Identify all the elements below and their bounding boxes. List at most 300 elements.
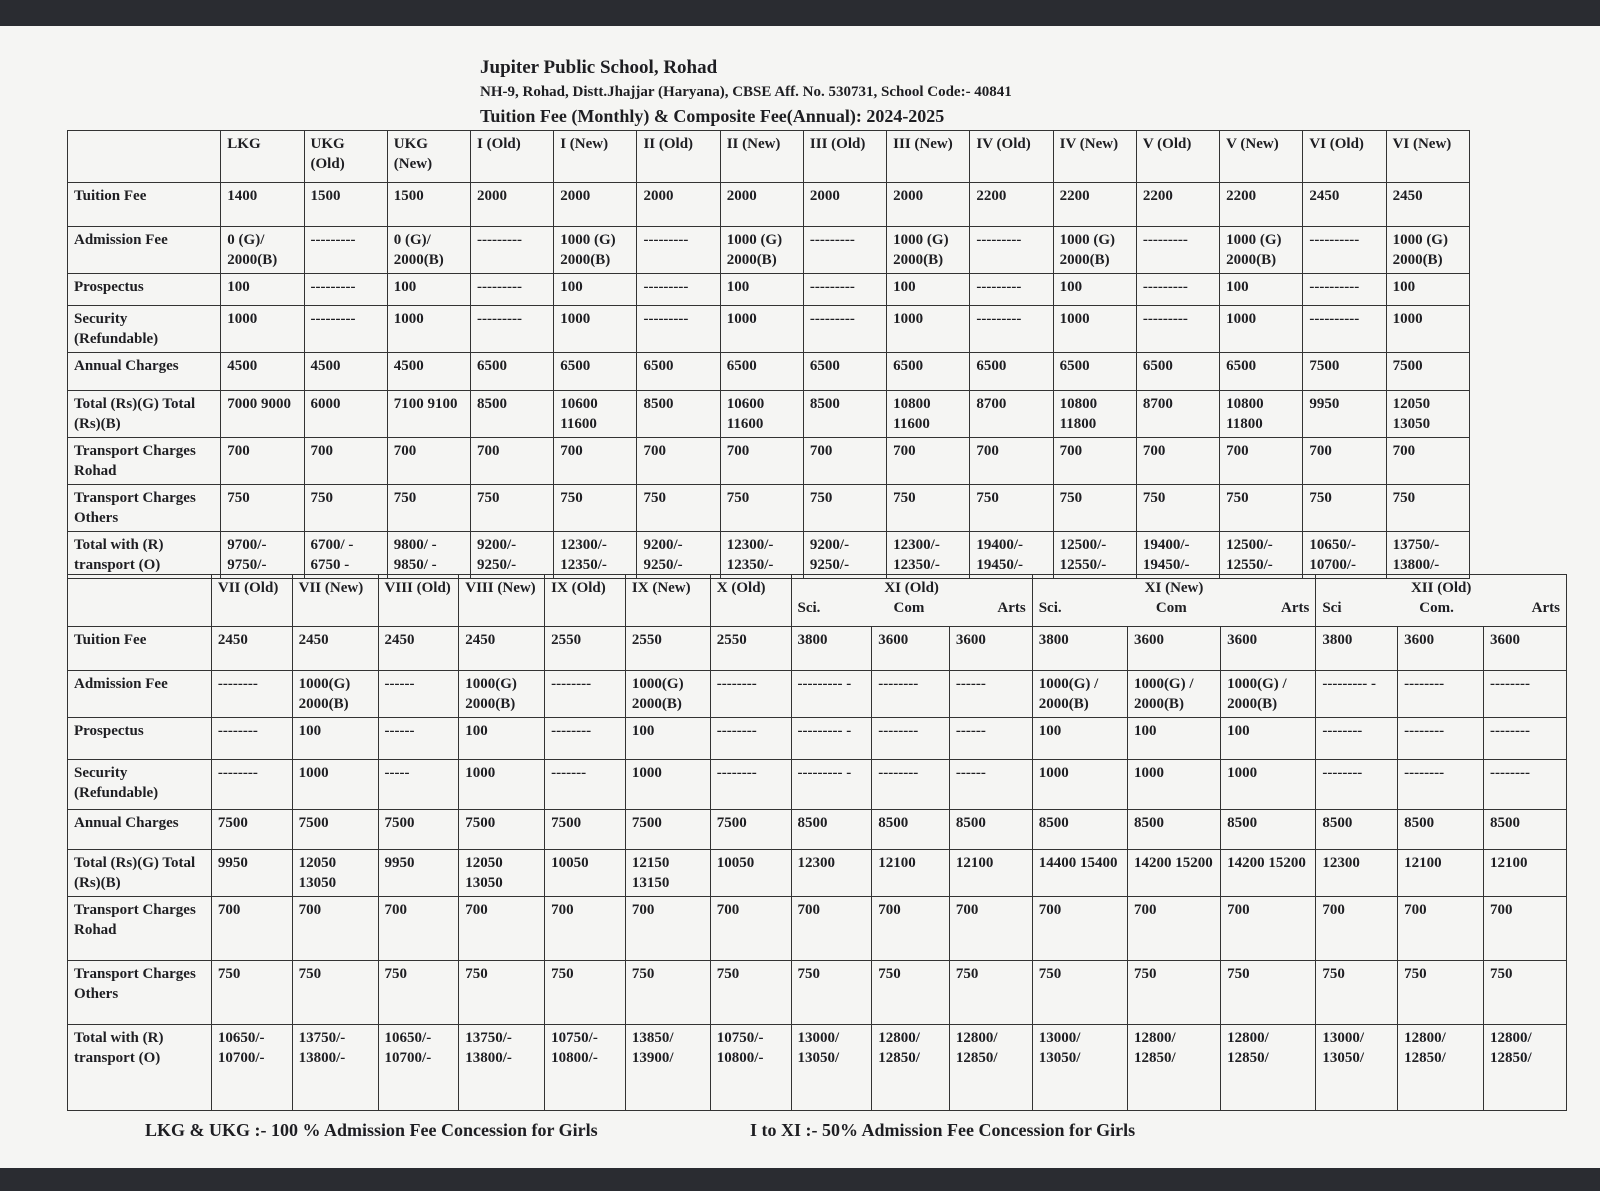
table-cell: 1000 (G) 2000(B) [1220, 227, 1303, 274]
column-group-header [791, 575, 1032, 627]
table-cell: 700 [791, 897, 872, 961]
row-label: Total with (R) transport (O) [68, 1025, 212, 1111]
row-label: Annual Charges [68, 353, 221, 391]
table-cell: 1000 [292, 760, 378, 810]
row-label: Transport Charges Rohad [68, 897, 212, 961]
table-cell: 700 [970, 438, 1053, 485]
column-subheader: Sci. [1038, 600, 1062, 616]
table-cell: 700 [221, 438, 304, 485]
table-cell: 8500 [637, 391, 720, 438]
table-cell: 2450 [378, 627, 459, 671]
table-cell: 750 [872, 961, 950, 1025]
table-cell: 700 [1053, 438, 1136, 485]
table-cell: 100 [1221, 718, 1316, 760]
table-cell: 100 [387, 274, 470, 306]
table-cell: 2550 [625, 627, 710, 671]
column-header: UKG (New) [387, 131, 470, 183]
table-cell: 1000(G) 2000(B) [292, 671, 378, 718]
table-cell: 9200/- 9250/- [803, 532, 886, 579]
table-cell: 12300 [1316, 850, 1398, 897]
table-cell: 100 [720, 274, 803, 306]
table-cell: -------- [872, 760, 950, 810]
table-row [68, 627, 1567, 671]
table-row [68, 353, 1470, 391]
table-cell: 3600 [1127, 627, 1220, 671]
table-row [68, 485, 1470, 532]
table-cell: 3600 [1221, 627, 1316, 671]
table-cell: 750 [1398, 961, 1484, 1025]
table-cell: 10800 11800 [1053, 391, 1136, 438]
table-cell: 750 [1220, 485, 1303, 532]
row-label: Tuition Fee [68, 627, 212, 671]
table-row [68, 227, 1470, 274]
table-cell: ---------- [1303, 227, 1386, 274]
table-header-row [68, 575, 1567, 627]
row-label: Total (Rs)(G) Total (Rs)(B) [68, 850, 212, 897]
table-cell: 750 [1136, 485, 1219, 532]
table-cell: 750 [720, 485, 803, 532]
table-cell: 700 [1303, 438, 1386, 485]
table-cell: 100 [554, 274, 637, 306]
table-cell: 750 [221, 485, 304, 532]
table-cell: 700 [803, 438, 886, 485]
row-label: Prospectus [68, 274, 221, 306]
table-cell: 2000 [720, 183, 803, 227]
table-cell: -------- [211, 760, 292, 810]
table-cell: 12800/ 12850/ [949, 1025, 1032, 1111]
column-header: IX (New) [625, 575, 710, 627]
table-cell: 750 [387, 485, 470, 532]
table-cell: 2450 [459, 627, 545, 671]
table-cell: 19400/- 19450/- [1136, 532, 1219, 579]
table-cell: 6500 [1053, 353, 1136, 391]
table-cell: --------- [970, 306, 1053, 353]
table-cell: 1000(G) / 2000(B) [1127, 671, 1220, 718]
column-header: II (Old) [637, 131, 720, 183]
column-subheader: Arts [1281, 600, 1310, 616]
table-cell: 7500 [378, 810, 459, 850]
table-cell: 1000(G) 2000(B) [625, 671, 710, 718]
table-cell: 100 [1127, 718, 1220, 760]
column-subheader: Com [1155, 600, 1187, 616]
table-cell: 3600 [949, 627, 1032, 671]
table-cell: 700 [1386, 438, 1469, 485]
table-cell: --------- [803, 274, 886, 306]
table-cell: 700 [1127, 897, 1220, 961]
column-subheader: Sci. [797, 600, 821, 616]
column-group-subheaders [1322, 598, 1560, 618]
table-cell: 700 [720, 438, 803, 485]
table-row [68, 718, 1567, 760]
row-label: Transport Charges Others [68, 961, 212, 1025]
table-cell: 1000 [720, 306, 803, 353]
table-cell: 12100 [1484, 850, 1567, 897]
table-cell: 2450 [1303, 183, 1386, 227]
document-header [480, 56, 1280, 128]
table-cell: 1000 [1053, 306, 1136, 353]
table-cell: 13750/- 13800/- [1386, 532, 1469, 579]
table-cell: 750 [887, 485, 970, 532]
column-header: IV (New) [1053, 131, 1136, 183]
table-row [68, 274, 1470, 306]
column-header: VIII (New) [459, 575, 545, 627]
table-cell: 9950 [211, 850, 292, 897]
table-cell: 10050 [710, 850, 791, 897]
column-header: III (Old) [803, 131, 886, 183]
table-cell: 6700/ - 6750 - [304, 532, 387, 579]
table-cell: 1000 [1127, 760, 1220, 810]
table-cell: --------- - [791, 760, 872, 810]
column-header: VII (Old) [211, 575, 292, 627]
table-cell: 700 [211, 897, 292, 961]
table-cell: 1000 (G) 2000(B) [720, 227, 803, 274]
table-cell: ----- [378, 760, 459, 810]
table-cell: 8500 [791, 810, 872, 850]
table-cell: 2550 [710, 627, 791, 671]
column-group-subheaders [1039, 598, 1310, 618]
table-cell: 7500 [545, 810, 626, 850]
table-cell: 6500 [1220, 353, 1303, 391]
table-cell: ---------- [1303, 274, 1386, 306]
table-cell: --------- [637, 274, 720, 306]
table-cell: 12300/- 12350/- [887, 532, 970, 579]
school-address: NH-9, Rohad, Distt.Jhajjar (Haryana), CBSE Aff. No. 530731, School Code:- 40841 [480, 84, 1012, 100]
table-cell: 3800 [1316, 627, 1398, 671]
table-cell: --------- [803, 306, 886, 353]
table-cell: 13750/- 13800/- [459, 1025, 545, 1111]
table-cell: -------- [710, 760, 791, 810]
table-cell: 12050 13050 [1386, 391, 1469, 438]
column-subheader: Arts [997, 600, 1026, 616]
table-cell: 750 [554, 485, 637, 532]
table-cell: 1000 [1220, 306, 1303, 353]
table-cell: 1000 (G) 2000(B) [1386, 227, 1469, 274]
table-cell: 13000/ 13050/ [791, 1025, 872, 1111]
table-cell: 2450 [292, 627, 378, 671]
column-subheader: Com. [1419, 600, 1454, 616]
table-cell: 12500/- 12550/- [1053, 532, 1136, 579]
table-cell: 13850/ 13900/ [625, 1025, 710, 1111]
table-cell: --------- [1136, 274, 1219, 306]
table-cell: 100 [1220, 274, 1303, 306]
table-cell: 750 [378, 961, 459, 1025]
row-label: Transport Charges Others [68, 485, 221, 532]
row-label: Transport Charges Rohad [68, 438, 221, 485]
table-cell: --------- [1136, 306, 1219, 353]
table-cell: --------- [970, 274, 1053, 306]
table-cell: 1000 [221, 306, 304, 353]
table-cell: 750 [1316, 961, 1398, 1025]
table-cell: --------- [637, 227, 720, 274]
fee-sheet-paper [0, 26, 1600, 1168]
table-row [68, 897, 1567, 961]
table-cell: 8500 [1127, 810, 1220, 850]
table-cell: 700 [887, 438, 970, 485]
table-cell: 8500 [1398, 810, 1484, 850]
table-cell: 1000 [387, 306, 470, 353]
table-cell: 7500 [625, 810, 710, 850]
table-cell: 700 [637, 438, 720, 485]
table-cell: 7500 [292, 810, 378, 850]
table-cell: 8500 [949, 810, 1032, 850]
column-group-subheaders [798, 598, 1026, 618]
table-cell: 1000 [459, 760, 545, 810]
table-cell: --------- [304, 227, 387, 274]
table-cell: --------- [470, 306, 553, 353]
header-corner-cell [68, 131, 221, 183]
table-cell: 1000 [887, 306, 970, 353]
row-label: Admission Fee [68, 671, 212, 718]
table-cell: 12050 13050 [292, 850, 378, 897]
column-header: LKG [221, 131, 304, 183]
table-cell: 6500 [970, 353, 1053, 391]
table-cell: 2200 [970, 183, 1053, 227]
table-cell: --------- [637, 306, 720, 353]
table-cell: 3800 [1032, 627, 1127, 671]
table-cell: 8500 [1032, 810, 1127, 850]
table-cell: 12800/ 12850/ [1484, 1025, 1567, 1111]
table-cell: 12100 [949, 850, 1032, 897]
table-cell: 700 [304, 438, 387, 485]
table-cell: 2000 [887, 183, 970, 227]
table-cell: 12800/ 12850/ [1398, 1025, 1484, 1111]
table-cell: -------- [1484, 671, 1567, 718]
table-cell: 750 [292, 961, 378, 1025]
table-cell: 750 [1032, 961, 1127, 1025]
table-cell: 9700/- 9750/- [221, 532, 304, 579]
table-cell: 100 [1053, 274, 1136, 306]
table-cell: 0 (G)/ 2000(B) [387, 227, 470, 274]
table-cell: 1000 [1032, 760, 1127, 810]
table-cell: -------- [1398, 760, 1484, 810]
table-cell: 1000 (G) 2000(B) [554, 227, 637, 274]
table-cell: 7500 [710, 810, 791, 850]
table-cell: 14400 15400 [1032, 850, 1127, 897]
table-cell: 12050 13050 [459, 850, 545, 897]
table-cell: -------- [545, 671, 626, 718]
table-cell: 6500 [887, 353, 970, 391]
table-cell: 2450 [211, 627, 292, 671]
column-group-name: XII (Old) [1410, 580, 1472, 596]
column-group-name: XI (New) [1144, 580, 1204, 596]
table-cell: -------- [211, 671, 292, 718]
table-cell: -------- [211, 718, 292, 760]
table-cell: 700 [378, 897, 459, 961]
table-cell: 2550 [545, 627, 626, 671]
table-cell: 100 [625, 718, 710, 760]
table-cell: 10750/- 10800/- [545, 1025, 626, 1111]
table-cell: 750 [1386, 485, 1469, 532]
table-cell: 12100 [1398, 850, 1484, 897]
table-cell: 1000 [1221, 760, 1316, 810]
table-cell: 2000 [637, 183, 720, 227]
table-cell: 100 [459, 718, 545, 760]
table-cell: 13750/- 13800/- [292, 1025, 378, 1111]
concession-note-i-to-xi: I to XI :- 50% Admission Fee Concession for Girls [750, 1120, 1136, 1140]
table-cell: 700 [1032, 897, 1127, 961]
table-cell: 9200/- 9250/- [637, 532, 720, 579]
table-cell: 8500 [1484, 810, 1567, 850]
column-header: X (Old) [710, 575, 791, 627]
table-cell: 1000 [625, 760, 710, 810]
table-cell: 12800/ 12850/ [1221, 1025, 1316, 1111]
table-cell: 700 [710, 897, 791, 961]
table-cell: -------- [1316, 718, 1398, 760]
table-cell: -------- [1398, 718, 1484, 760]
table-cell: 10600 11600 [720, 391, 803, 438]
table-cell: 10800 11600 [887, 391, 970, 438]
row-label: Security (Refundable) [68, 760, 212, 810]
table-cell: 13000/ 13050/ [1316, 1025, 1398, 1111]
table-cell: 750 [791, 961, 872, 1025]
table-cell: 1500 [304, 183, 387, 227]
column-group-name: XI (Old) [884, 580, 939, 596]
table-cell: 3600 [1398, 627, 1484, 671]
column-subheader: Arts [1531, 600, 1560, 616]
table-cell: 2200 [1220, 183, 1303, 227]
table-row [68, 391, 1470, 438]
table-cell: 750 [545, 961, 626, 1025]
table-cell: 6500 [720, 353, 803, 391]
table-cell: 100 [1386, 274, 1469, 306]
table-cell: 9200/- 9250/- [470, 532, 553, 579]
table-cell: --------- [1136, 227, 1219, 274]
school-name: Jupiter Public School, Rohad [480, 57, 718, 78]
column-group-header [1316, 575, 1567, 627]
table-cell: 8700 [970, 391, 1053, 438]
table-cell: 750 [803, 485, 886, 532]
table-cell: 12300/- 12350/- [554, 532, 637, 579]
table-cell: 7500 [459, 810, 545, 850]
table-cell: ------ [949, 671, 1032, 718]
row-label: Security (Refundable) [68, 306, 221, 353]
table-row [68, 810, 1567, 850]
table-cell: -------- [1398, 671, 1484, 718]
table-cell: 700 [545, 897, 626, 961]
row-label: Total (Rs)(G) Total (Rs)(B) [68, 391, 221, 438]
table-cell: 750 [1127, 961, 1220, 1025]
table-cell: 10650/- 10700/- [211, 1025, 292, 1111]
table-cell: 100 [1032, 718, 1127, 760]
table-cell: 10750/- 10800/- [710, 1025, 791, 1111]
table-cell: 10650/- 10700/- [1303, 532, 1386, 579]
table-cell: 12150 13150 [625, 850, 710, 897]
table-cell: 8500 [872, 810, 950, 850]
table-cell: 7500 [1303, 353, 1386, 391]
table-cell: 1400 [221, 183, 304, 227]
column-header: VI (Old) [1303, 131, 1386, 183]
table-row [68, 850, 1567, 897]
table-cell: 750 [625, 961, 710, 1025]
table-cell: 10050 [545, 850, 626, 897]
table-row [68, 760, 1567, 810]
table-cell: -------- [710, 671, 791, 718]
table-cell: 6500 [803, 353, 886, 391]
table-cell: 12800/ 12850/ [872, 1025, 950, 1111]
table-cell: 100 [887, 274, 970, 306]
table-cell: 2000 [554, 183, 637, 227]
table-cell: --------- [803, 227, 886, 274]
table-cell: 12500/- 12550/- [1220, 532, 1303, 579]
table-cell: 700 [292, 897, 378, 961]
table-cell: 8500 [803, 391, 886, 438]
column-group-header [1032, 575, 1316, 627]
table-cell: 6500 [470, 353, 553, 391]
table-cell: 8700 [1136, 391, 1219, 438]
table-cell: 700 [470, 438, 553, 485]
table-cell: 750 [949, 961, 1032, 1025]
table-cell: 10600 11600 [554, 391, 637, 438]
table-cell: --------- [470, 274, 553, 306]
table-cell: 750 [1053, 485, 1136, 532]
header-corner-cell [68, 575, 212, 627]
table-cell: ---------- [1303, 306, 1386, 353]
column-header: IX (Old) [545, 575, 626, 627]
table-cell: 4500 [221, 353, 304, 391]
table-cell: --------- - [791, 671, 872, 718]
column-header: VI (New) [1386, 131, 1469, 183]
table-cell: 750 [970, 485, 1053, 532]
table-cell: 1000 (G) 2000(B) [1053, 227, 1136, 274]
table-cell: 12300 [791, 850, 872, 897]
row-label: Tuition Fee [68, 183, 221, 227]
table-cell: ------ [949, 760, 1032, 810]
table-cell: 19400/- 19450/- [970, 532, 1053, 579]
table-cell: 4500 [304, 353, 387, 391]
table-cell: 10800 11800 [1220, 391, 1303, 438]
table-cell: 750 [1484, 961, 1567, 1025]
table-cell: 1000(G) 2000(B) [459, 671, 545, 718]
table-cell: -------- [872, 671, 950, 718]
table-cell: 700 [625, 897, 710, 961]
table-row [68, 438, 1470, 485]
table-cell: 13000/ 13050/ [1032, 1025, 1127, 1111]
table-cell: 700 [1136, 438, 1219, 485]
table-cell: 7000 9000 [221, 391, 304, 438]
table-cell: 1000 (G) 2000(B) [887, 227, 970, 274]
column-header: V (Old) [1136, 131, 1219, 183]
table-row [68, 532, 1470, 579]
table-cell: 1000(G) / 2000(B) [1221, 671, 1316, 718]
table-cell: 2000 [803, 183, 886, 227]
table-row [68, 183, 1470, 227]
table-cell: 12300/- 12350/- [720, 532, 803, 579]
table-cell: 1000 [554, 306, 637, 353]
table-cell: ------ [378, 718, 459, 760]
table-cell: 700 [1221, 897, 1316, 961]
table-cell: 100 [292, 718, 378, 760]
table-cell: 6000 [304, 391, 387, 438]
table-cell: 750 [211, 961, 292, 1025]
table-cell: -------- [1484, 718, 1567, 760]
table-cell: -------- [710, 718, 791, 760]
row-label: Total with (R) transport (O) [68, 532, 221, 579]
table-cell: 14200 15200 [1127, 850, 1220, 897]
table-cell: 3600 [872, 627, 950, 671]
column-header: VIII (Old) [378, 575, 459, 627]
concession-note-lkg-ukg: LKG & UKG :- 100 % Admission Fee Concession for Girls [145, 1120, 598, 1140]
fee-table-primary [67, 130, 1470, 579]
table-cell: 9800/ - 9850/ - [387, 532, 470, 579]
table-cell: 700 [554, 438, 637, 485]
table-cell: 12800/ 12850/ [1127, 1025, 1220, 1111]
table-cell: 4500 [387, 353, 470, 391]
column-header: UKG (Old) [304, 131, 387, 183]
table-cell: --------- [970, 227, 1053, 274]
table-cell: 3600 [1484, 627, 1567, 671]
table-cell: 700 [459, 897, 545, 961]
table-cell: ------ [378, 671, 459, 718]
